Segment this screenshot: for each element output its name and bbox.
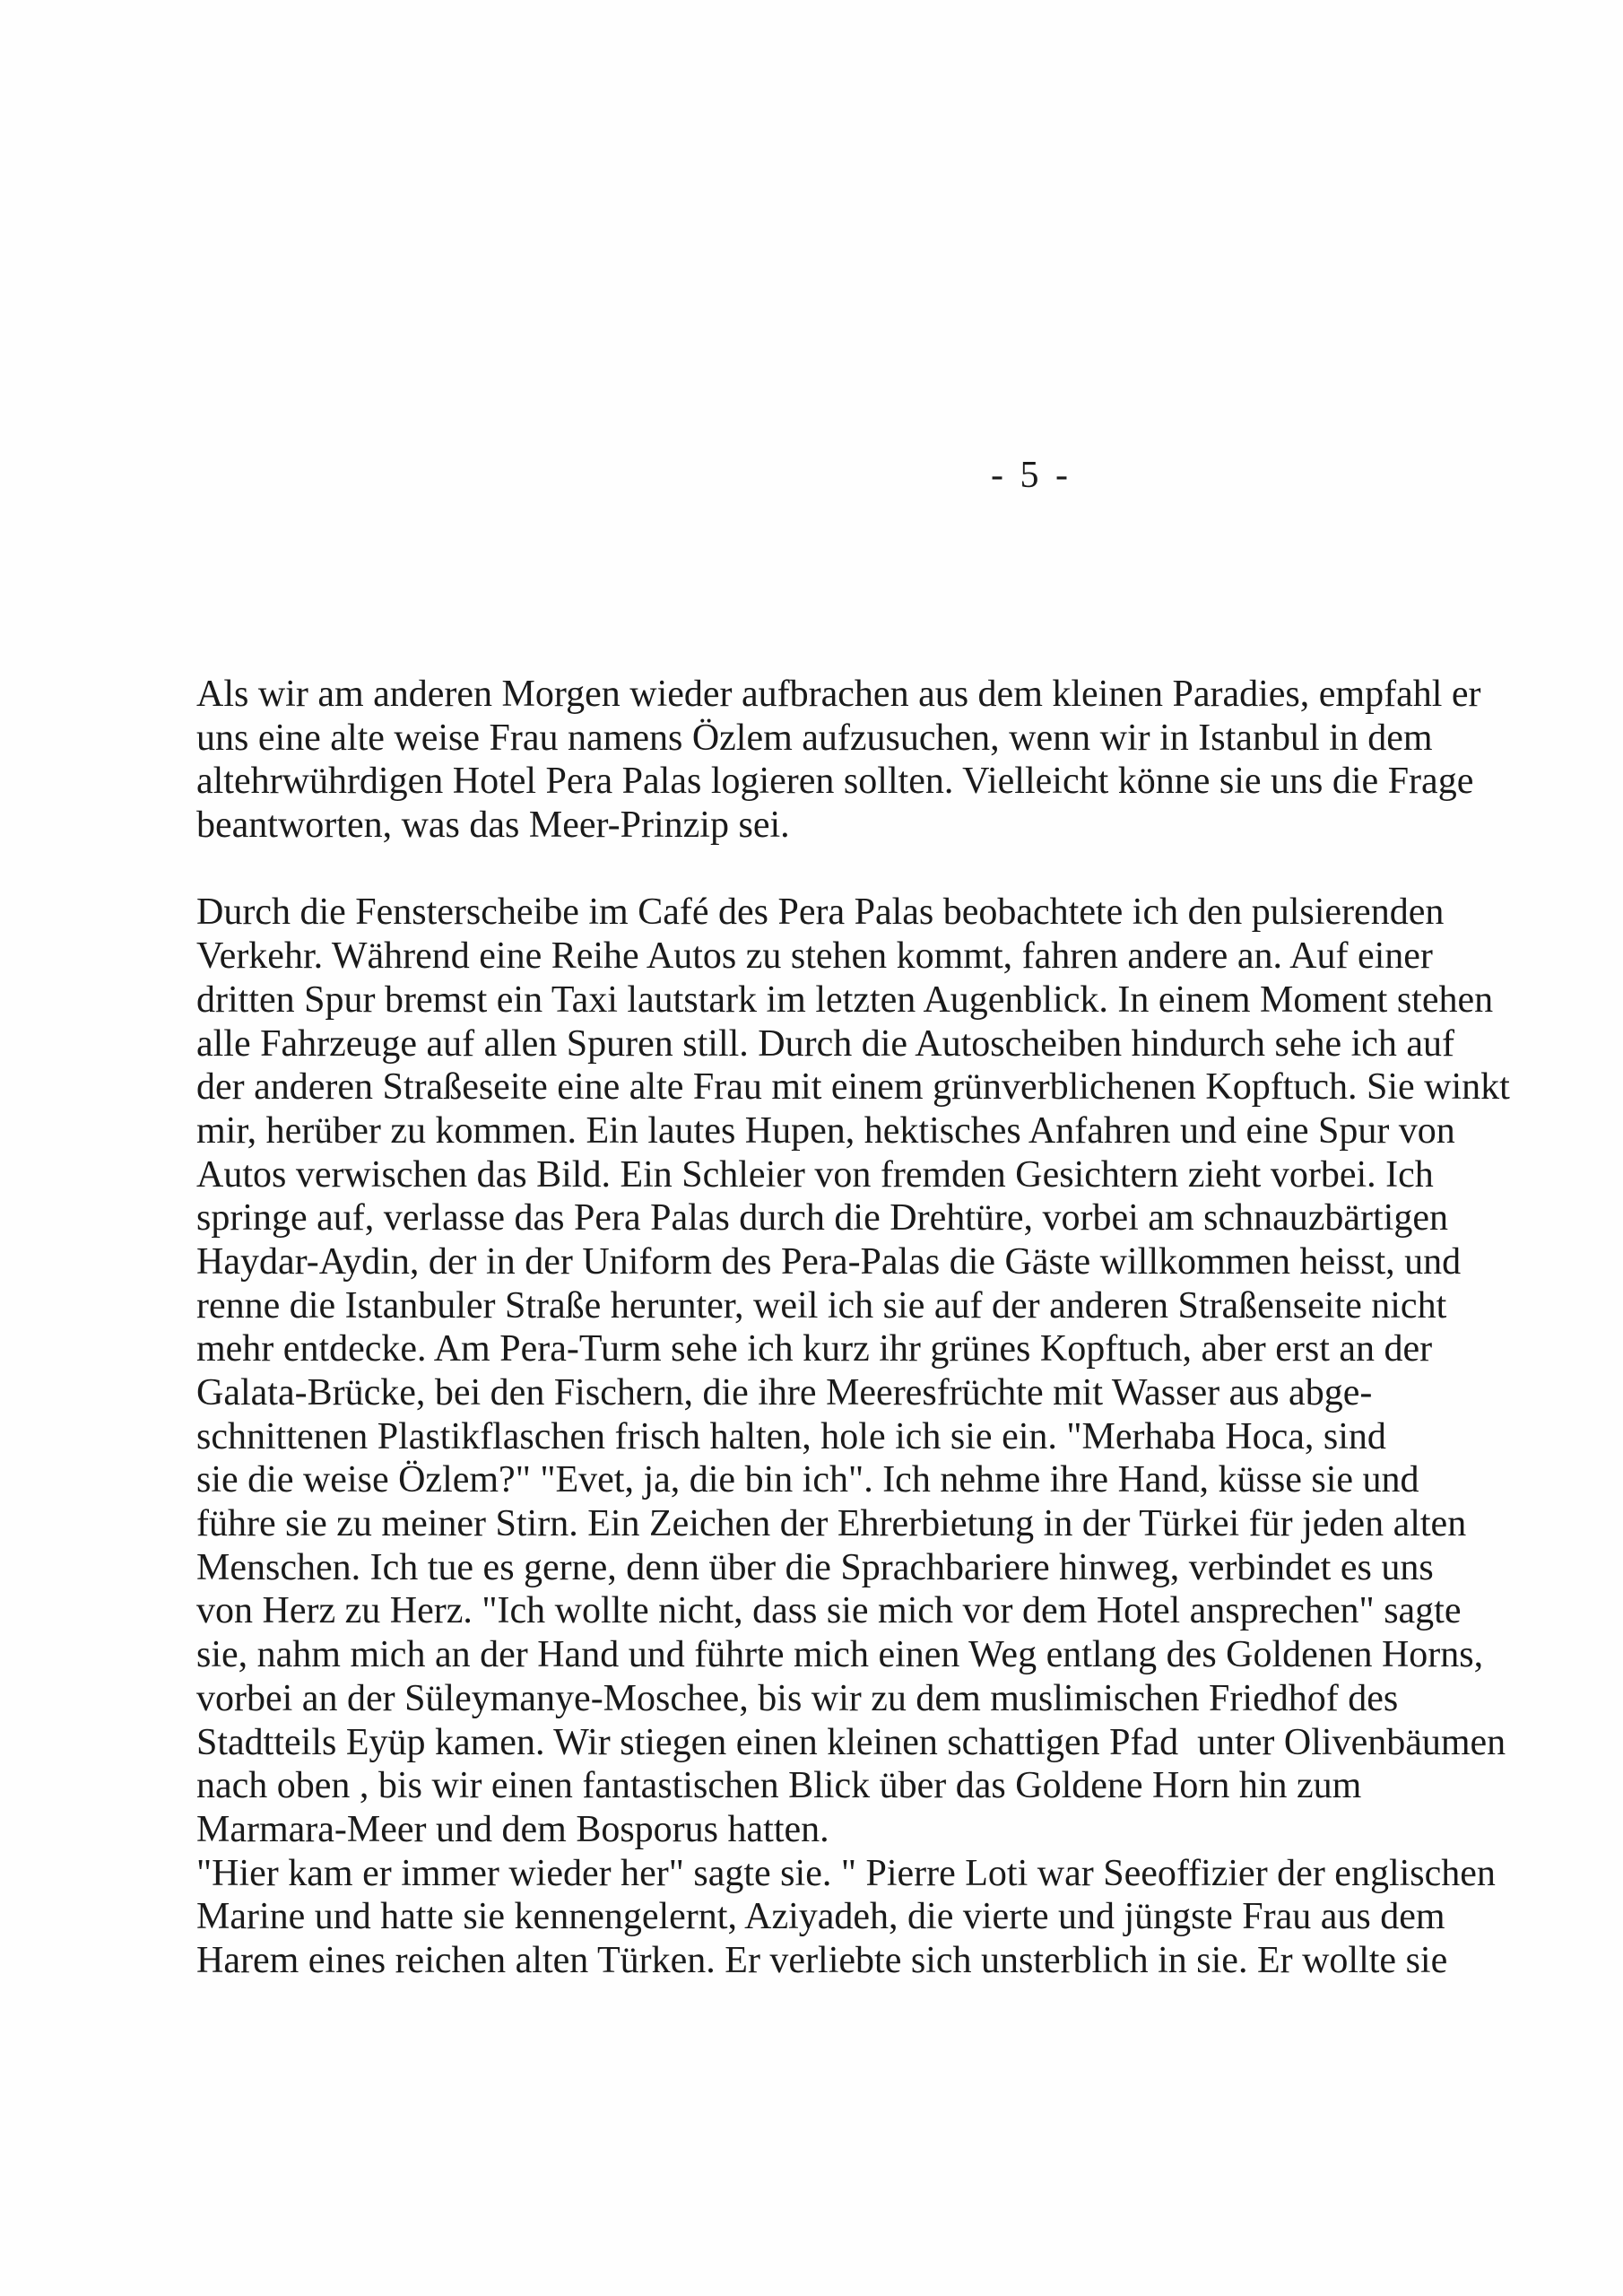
text-line: führe sie zu meiner Stirn. Ein Zeichen der Ehrerbietung in der Türkei für jeden alten [196, 1503, 1467, 1545]
text-line: von Herz zu Herz. "Ich wollte nicht, dass sie mich vor dem Hotel ansprechen" sagte [196, 1590, 1462, 1632]
text-line: uns eine alte weise Frau namens Özlem aufzusuchen, wenn wir in Istanbul in dem [196, 717, 1433, 759]
text-line: Galata-Brücke, bei den Fischern, die ihre Meeresfrüchte mit Wasser aus abge- [196, 1372, 1373, 1413]
text-line: Stadtteils Eyüp kamen. Wir stiegen einen kleinen schattigen Pfad unter Olivenbäumen [196, 1721, 1506, 1763]
text-line: schnittenen Plastikflaschen frisch halten, hole ich sie ein. "Merhaba Hoca, sind [196, 1415, 1386, 1457]
text-line: Harem eines reichen alten Türken. Er verliebte sich unsterblich in sie. Er wollte sie [196, 1939, 1448, 1981]
paragraph [196, 891, 1595, 1851]
text-line: "Hier kam er immer wieder her" sagte sie. " Pierre Loti war Seeoffizier der englischen [196, 1852, 1496, 1894]
paragraph [196, 673, 1595, 848]
text-line: der anderen Straßeseite eine alte Frau mit einem grünverblichenen Kopftuch. Sie winkt [196, 1066, 1510, 1109]
text-line: Menschen. Ich tue es gerne, denn über die Sprachbariere hinweg, verbindet es uns [196, 1546, 1434, 1588]
text-line: mehr entdecke. Am Pera-Turm sehe ich kurz ihr grünes Kopftuch, aber erst an der [196, 1328, 1433, 1370]
text-line: Verkehr. Während eine Reihe Autos zu stehen kommt, fahren andere an. Auf einer [196, 935, 1433, 978]
text-line: Marmara-Meer und dem Bosporus hatten. [196, 1808, 829, 1850]
text-line: sie, nahm mich an der Hand und führte mich einen Weg entlang des Goldenen Horns, [196, 1634, 1484, 1676]
text-line: Durch die Fensterscheibe im Café des Pera Palas beobachtete ich den pulsierenden [196, 891, 1445, 934]
text-line: nach oben , bis wir einen fantastischen Blick über das Goldene Horn hin zum [196, 1765, 1362, 1807]
text-line: mir, herüber zu kommen. Ein lautes Hupen, hektisches Anfahren und eine Spur von [196, 1109, 1455, 1152]
text-line: renne die Istanbuler Straße herunter, weil ich sie auf der anderen Straßenseite nicht [196, 1284, 1447, 1326]
text-line: Autos verwischen das Bild. Ein Schleier von fremden Gesichtern zieht vorbei. Ich [196, 1153, 1434, 1196]
text-line: Marine und hatte sie kennengelernt, Aziyadeh, die vierte und jüngste Frau aus dem [196, 1896, 1445, 1938]
text-line: springe auf, verlasse das Pera Palas durch die Drehtüre, vorbei am schnauzbärtigen [196, 1197, 1448, 1239]
page-number: - 5 - [991, 455, 1068, 496]
text-line: vorbei an der Süleymanye-Moschee, bis wir zu dem muslimischen Friedhof des [196, 1677, 1399, 1719]
text-line: Als wir am anderen Morgen wieder aufbrachen aus dem kleinen Paradies, empfahl er [196, 674, 1481, 715]
text-line: alle Fahrzeuge auf allen Spuren still. Durch die Autoscheiben hindurch sehe ich auf [196, 1022, 1455, 1065]
text-line: Haydar-Aydin, der in der Uniform des Pera-Palas die Gäste willkommen heisst, und [196, 1240, 1462, 1283]
body-text [196, 673, 1595, 1983]
text-line: altehrwührdigen Hotel Pera Palas logieren sollten. Vielleicht könne sie uns die Frage [196, 761, 1474, 803]
paragraph [196, 1852, 1595, 1983]
text-line: dritten Spur bremst ein Taxi lautstark im letzten Augenblick. In einem Moment stehen [196, 978, 1494, 1021]
text-line: sie die weise Özlem?" "Evet, ja, die bin ich". Ich nehme ihre Hand, küsse sie und [196, 1459, 1419, 1501]
text-line: beantworten, was das Meer-Prinzip sei. [196, 804, 790, 847]
